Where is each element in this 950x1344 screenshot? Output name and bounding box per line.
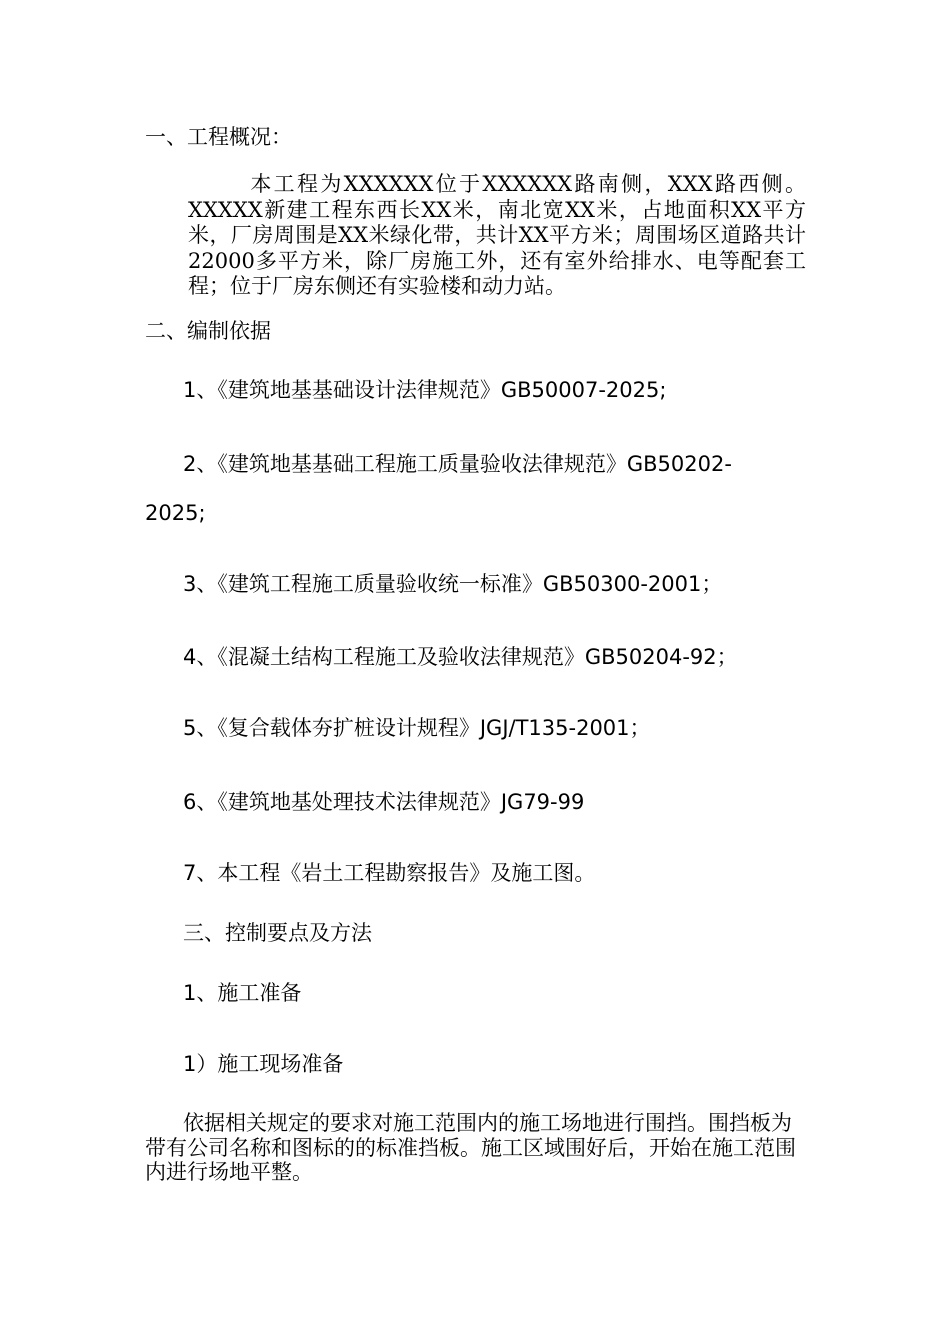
- basis-item-1: 1、《建筑地基基础设计法律规范》GB50007-2025;: [183, 378, 667, 402]
- section1-body: [188, 172, 806, 300]
- basis-item-5: 5、《复合载体夯扩桩设计规程》JGJ/T135-2001；: [183, 716, 651, 740]
- section1-body-text: 本工程为XXXXXX位于XXXXXX路南侧，XXX路西侧。XXXXX新建工程东西长XX米，南北宽XX米，占地面积XX平方米，厂房周围是XX米绿化带，共计XX平方米；周围场区道路共计22000多平方米，除厂房施工外，还有室外给排水、电等配套工程；位于厂房东侧还有实验楼和动力站。: [188, 172, 806, 298]
- sub1-1-body-text: 依据相关规定的要求对施工范围内的施工场地进行围挡。围挡板为带有公司名称和图标的的标准挡板。施工区域围好后，开始在施工范围内进行场地平整。: [145, 1111, 796, 1184]
- basis-item-2-line2: 2025;: [145, 501, 206, 525]
- basis-item-3: 3、《建筑工程施工质量验收统一标准》GB50300-2001；: [183, 572, 723, 596]
- basis-item-4: 4、《混凝土结构工程施工及验收法律规范》GB50204-92；: [183, 645, 738, 669]
- sub1-1-body: [145, 1111, 797, 1185]
- section1-heading: 一、工程概况：: [145, 125, 292, 149]
- section2-heading: 二、编制依据: [145, 319, 271, 343]
- section3-heading: 三、控制要点及方法: [183, 921, 372, 945]
- sub1-1-heading: 1）施工现场准备: [183, 1052, 344, 1076]
- basis-item-6: 6、《建筑地基处理技术法律规范》JG79-99: [183, 790, 585, 814]
- sub1-heading: 1、施工准备: [183, 981, 302, 1005]
- basis-item-2-line1: 2、《建筑地基基础工程施工质量验收法律规范》GB50202-: [183, 452, 732, 476]
- basis-item-7: 7、本工程《岩土工程勘察报告》及施工图。: [183, 861, 596, 885]
